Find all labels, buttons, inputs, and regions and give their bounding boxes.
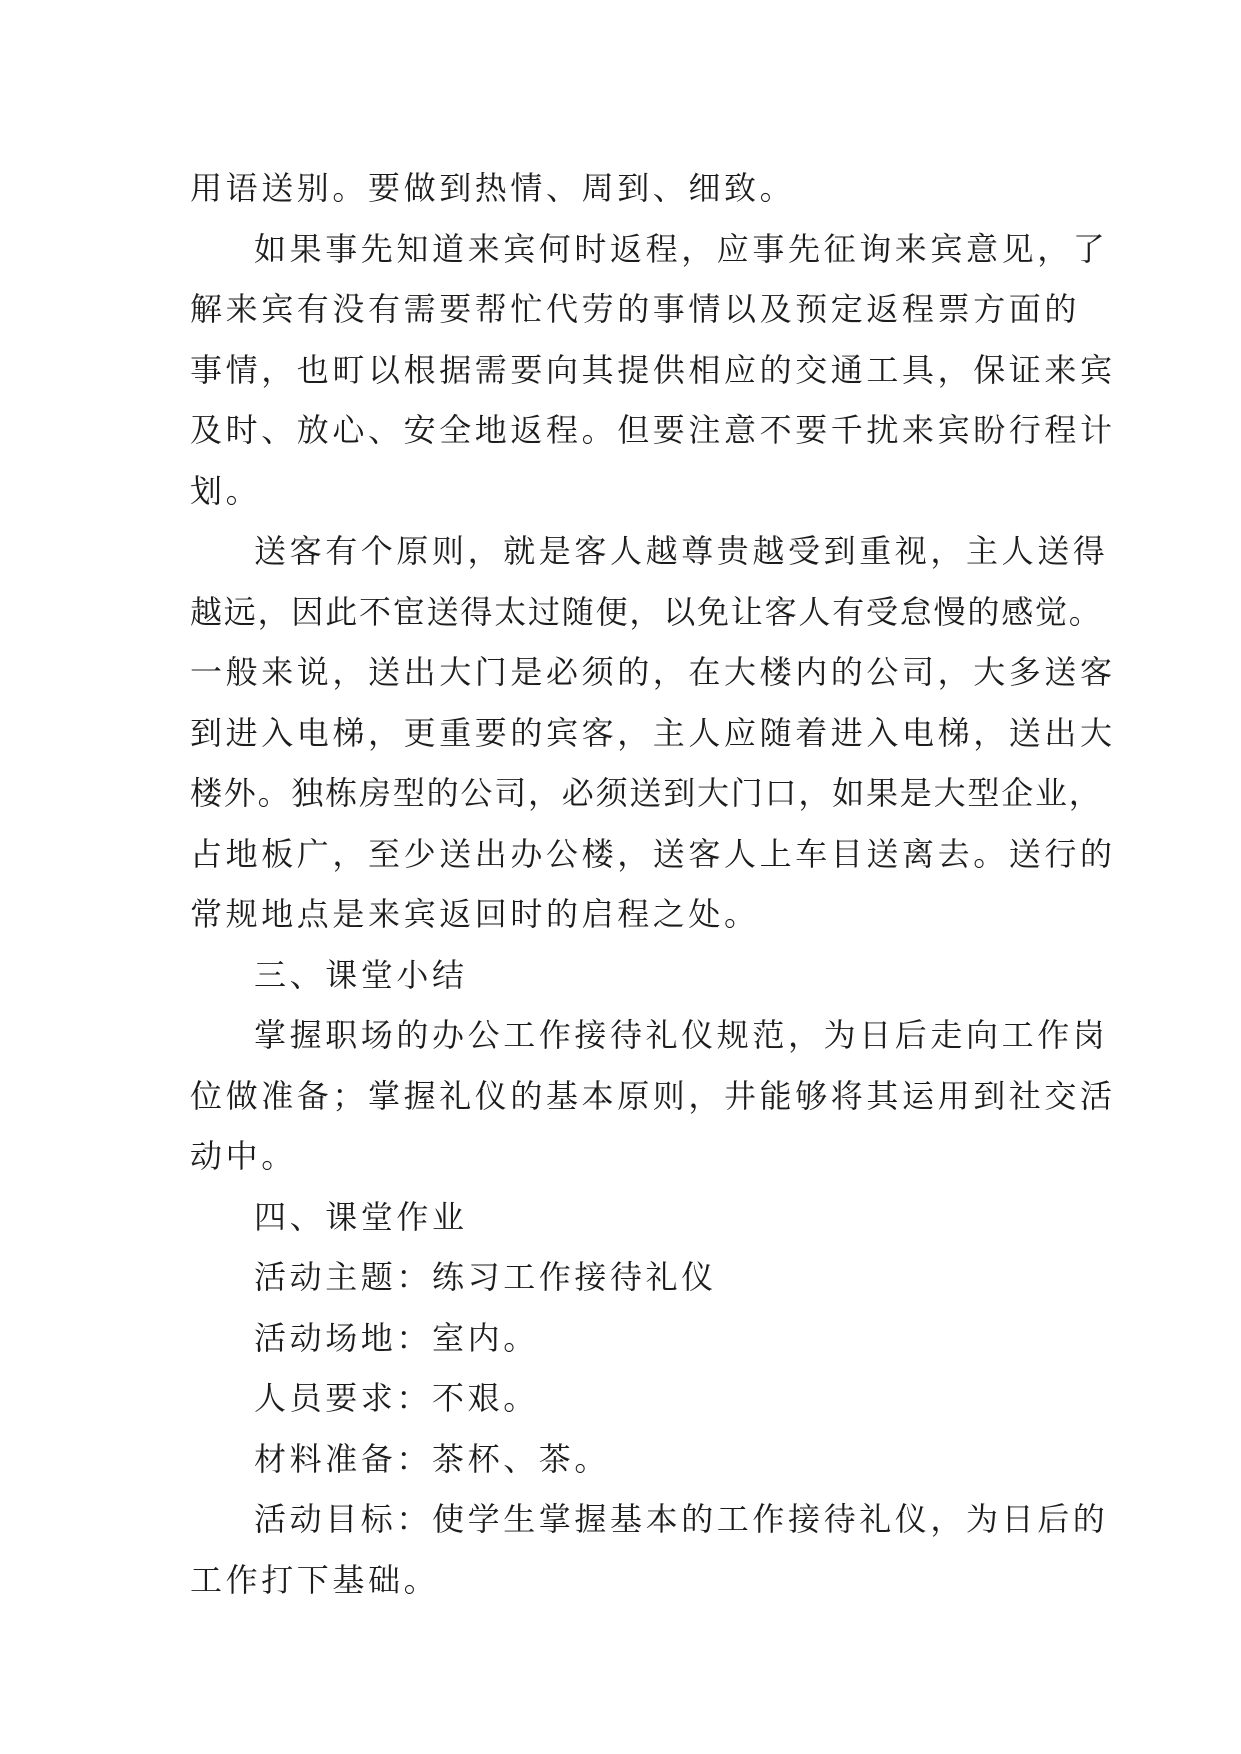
text-line: 划。: [190, 471, 262, 510]
text-line: 事情，也町以根据需要向其提供相应的交通工具，保证来宾: [190, 350, 1116, 389]
section-heading: 三、课堂小结: [254, 955, 468, 994]
document-body: [190, 158, 1116, 1610]
text-line: 材料准备：茶杯、茶。: [254, 1439, 611, 1478]
section-heading: 四、课堂作业: [254, 1197, 468, 1236]
text-line: 人员要求：不艰。: [254, 1379, 539, 1417]
text-line: 活动场地：室内。: [254, 1318, 539, 1357]
text-line: 送客有个原则，就是客人越尊贵越受到重视，主人送得: [254, 532, 1109, 570]
text-line: 位做准备；掌握礼仪的基本原则，井能够将其运用到社交活: [190, 1076, 1116, 1115]
text-line: 及时、放心、安全地返程。但要注意不要千扰来宾盼行程计: [190, 411, 1116, 449]
text-line: 用语送别。要做到热情、周到、细致。: [190, 169, 796, 207]
text-line: 工作打下基础。: [190, 1560, 440, 1599]
text-line: 如果事先知道来宾何时返程，应事先征询来宾意见，了: [254, 229, 1109, 268]
text-line: 活动主题：练习工作接待礼仪: [254, 1258, 717, 1296]
text-line: 掌握职场的办公工作接待礼仪规范，为日后走向工作岗: [254, 1016, 1109, 1054]
text-line: 越远，因此不宦送得太过随便，以免让客人有受怠慢的感觉。: [190, 592, 1103, 631]
text-line: 动中。: [190, 1137, 297, 1175]
text-line: 占地板广，至少送出办公楼，送客人上车目送离去。送行的: [190, 834, 1116, 873]
text-line: 活动目标：使学生掌握基本的工作接待礼仪，为日后的: [254, 1500, 1109, 1538]
text-line: 一般来说，送出大门是必须的，在大楼内的公司，大多送客: [190, 653, 1116, 691]
text-line: 楼外。独栋房型的公司，必须送到大门口，如果是大型企业，: [190, 774, 1103, 812]
text-line: 常规地点是来宾返回时的启程之处。: [190, 895, 760, 933]
text-line: 到进入电梯，更重要的宾客，主人应随着进入电梯，送出大: [190, 713, 1116, 752]
text-line: 解来宾有没有需要帮忙代劳的事情以及预定返程票方面的: [190, 290, 1081, 328]
